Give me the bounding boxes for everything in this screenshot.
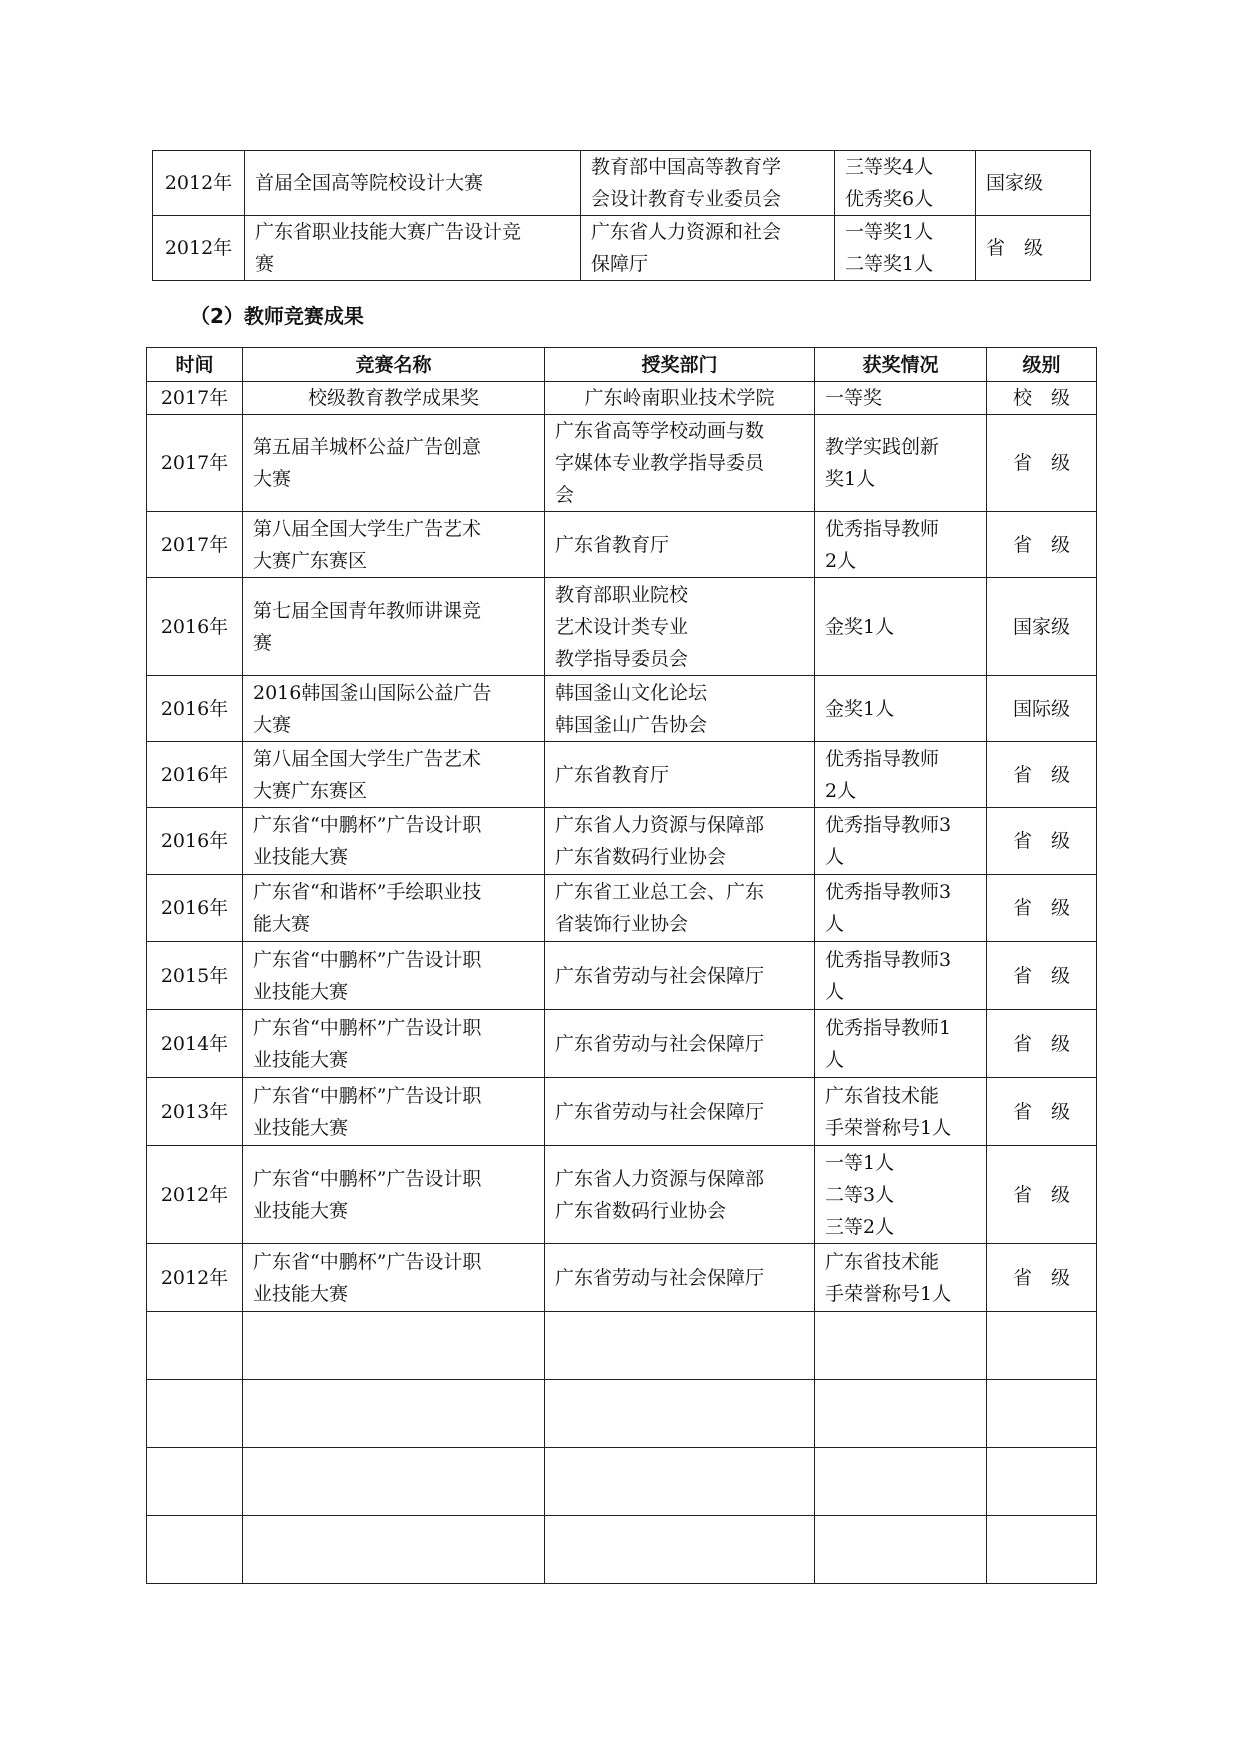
department-cell: 广东省人力资源与保障部 广东省数码行业协会 [545, 808, 815, 875]
award-cell: 一等奖 [815, 382, 987, 415]
level-cell: 省 级 [987, 742, 1097, 808]
level-cell: 省 级 [987, 415, 1097, 512]
header-time: 时间 [147, 348, 243, 382]
award-cell: 优秀指导教师 2人 [815, 742, 987, 808]
table-row [147, 875, 1097, 942]
department-cell: 广东省劳动与社会保障厅 [545, 942, 815, 1010]
empty-cell [147, 1516, 243, 1584]
year-cell: 2013年 [147, 1078, 243, 1146]
competition-cell: 第八届全国大学生广告艺术 大赛广东赛区 [243, 742, 545, 808]
department-cell: 广东岭南职业技术学院 [545, 382, 815, 415]
teacher-competition-table [146, 347, 1097, 1584]
department-cell: 广东省高等学校动画与数 字媒体专业教学指导委员 会 [545, 415, 815, 512]
level-cell: 省 级 [987, 808, 1097, 875]
award-cell: 广东省技术能 手荣誉称号1人 [815, 1078, 987, 1146]
empty-cell [987, 1516, 1097, 1584]
table-row [147, 1244, 1097, 1312]
award-cell: 三等奖4人 优秀奖6人 [835, 151, 976, 216]
competition-cell: 广东省“中鹏杯”广告设计职 业技能大赛 [243, 1146, 545, 1244]
empty-cell [815, 1448, 987, 1516]
year-cell: 2016年 [147, 578, 243, 676]
competition-cell: 广东省“中鹏杯”广告设计职 业技能大赛 [243, 942, 545, 1010]
competition-cell: 首届全国高等院校设计大赛 [245, 151, 581, 216]
competition-cell: 第七届全国青年教师讲课竞 赛 [243, 578, 545, 676]
department-cell: 广东省教育厅 [545, 742, 815, 808]
award-cell: 优秀指导教师1 人 [815, 1010, 987, 1078]
table-row [147, 742, 1097, 808]
table-row [147, 578, 1097, 676]
table-row [147, 382, 1097, 415]
year-cell: 2014年 [147, 1010, 243, 1078]
department-cell: 广东省教育厅 [545, 512, 815, 578]
competition-cell: 广东省“中鹏杯”广告设计职 业技能大赛 [243, 1244, 545, 1312]
empty-cell [545, 1380, 815, 1448]
table-row [147, 1146, 1097, 1244]
empty-cell [815, 1516, 987, 1584]
empty-row [147, 1448, 1097, 1516]
award-cell: 一等1人 二等3人 三等2人 [815, 1146, 987, 1244]
level-cell: 国家级 [987, 578, 1097, 676]
level-cell: 国际级 [987, 676, 1097, 742]
award-cell: 教学实践创新 奖1人 [815, 415, 987, 512]
empty-cell [987, 1448, 1097, 1516]
empty-cell [243, 1516, 545, 1584]
year-cell: 2012年 [147, 1146, 243, 1244]
level-cell: 省 级 [987, 1146, 1097, 1244]
level-cell: 省 级 [976, 216, 1091, 281]
year-cell: 2017年 [147, 512, 243, 578]
empty-cell [243, 1448, 545, 1516]
level-cell: 省 级 [987, 875, 1097, 942]
award-cell: 广东省技术能 手荣誉称号1人 [815, 1244, 987, 1312]
department-cell: 广东省人力资源和社会 保障厅 [581, 216, 835, 281]
table-row [147, 942, 1097, 1010]
department-cell: 韩国釜山文化论坛 韩国釜山广告协会 [545, 676, 815, 742]
empty-cell [987, 1312, 1097, 1380]
department-cell: 教育部职业院校 艺术设计类专业 教学指导委员会 [545, 578, 815, 676]
department-cell: 广东省人力资源与保障部 广东省数码行业协会 [545, 1146, 815, 1244]
award-cell: 金奖1人 [815, 676, 987, 742]
table-row [153, 151, 1091, 216]
empty-row [147, 1380, 1097, 1448]
department-cell: 广东省劳动与社会保障厅 [545, 1078, 815, 1146]
table-row [147, 1078, 1097, 1146]
competition-cell: 校级教育教学成果奖 [243, 382, 545, 415]
year-cell: 2016年 [147, 808, 243, 875]
department-cell: 广东省劳动与社会保障厅 [545, 1244, 815, 1312]
empty-cell [545, 1312, 815, 1380]
empty-cell [545, 1448, 815, 1516]
award-cell: 优秀指导教师3 人 [815, 875, 987, 942]
header-competition: 竞赛名称 [243, 348, 545, 382]
table-row [153, 216, 1091, 281]
empty-cell [147, 1448, 243, 1516]
award-cell: 优秀指导教师3 人 [815, 942, 987, 1010]
year-cell: 2012年 [153, 151, 245, 216]
header-level: 级别 [987, 348, 1097, 382]
level-cell: 省 级 [987, 942, 1097, 1010]
year-cell: 2017年 [147, 415, 243, 512]
year-cell: 2015年 [147, 942, 243, 1010]
section-heading: （2）教师竞赛成果 [190, 304, 364, 328]
competition-cell: 广东省职业技能大赛广告设计竞 赛 [245, 216, 581, 281]
award-table-continued [152, 150, 1091, 281]
year-cell: 2012年 [147, 1244, 243, 1312]
competition-cell: 广东省“中鹏杯”广告设计职 业技能大赛 [243, 808, 545, 875]
award-cell: 一等奖1人 二等奖1人 [835, 216, 976, 281]
table-row [147, 512, 1097, 578]
empty-cell [147, 1380, 243, 1448]
award-cell: 优秀指导教师3 人 [815, 808, 987, 875]
empty-cell [815, 1380, 987, 1448]
level-cell: 省 级 [987, 512, 1097, 578]
table-row [147, 808, 1097, 875]
table-row [147, 415, 1097, 512]
empty-cell [243, 1380, 545, 1448]
header-department: 授奖部门 [545, 348, 815, 382]
competition-cell: 广东省“中鹏杯”广告设计职 业技能大赛 [243, 1078, 545, 1146]
level-cell: 省 级 [987, 1078, 1097, 1146]
year-cell: 2016年 [147, 676, 243, 742]
level-cell: 省 级 [987, 1010, 1097, 1078]
empty-cell [987, 1380, 1097, 1448]
table-header-row [147, 348, 1097, 382]
year-cell: 2017年 [147, 382, 243, 415]
competition-cell: 2016韩国釜山国际公益广告 大赛 [243, 676, 545, 742]
department-cell: 广东省工业总工会、广东 省装饰行业协会 [545, 875, 815, 942]
department-cell: 广东省劳动与社会保障厅 [545, 1010, 815, 1078]
competition-cell: 广东省“中鹏杯”广告设计职 业技能大赛 [243, 1010, 545, 1078]
department-cell: 教育部中国高等教育学 会设计教育专业委员会 [581, 151, 835, 216]
empty-row [147, 1516, 1097, 1584]
competition-cell: 广东省“和谐杯”手绘职业技 能大赛 [243, 875, 545, 942]
level-cell: 省 级 [987, 1244, 1097, 1312]
competition-cell: 第五届羊城杯公益广告创意 大赛 [243, 415, 545, 512]
level-cell: 国家级 [976, 151, 1091, 216]
table-row [147, 1010, 1097, 1078]
empty-cell [147, 1312, 243, 1380]
level-cell: 校 级 [987, 382, 1097, 415]
empty-cell [243, 1312, 545, 1380]
award-cell: 金奖1人 [815, 578, 987, 676]
competition-cell: 第八届全国大学生广告艺术 大赛广东赛区 [243, 512, 545, 578]
year-cell: 2016年 [147, 742, 243, 808]
empty-cell [815, 1312, 987, 1380]
empty-row [147, 1312, 1097, 1380]
header-award: 获奖情况 [815, 348, 987, 382]
award-cell: 优秀指导教师 2人 [815, 512, 987, 578]
table-row [147, 676, 1097, 742]
empty-cell [545, 1516, 815, 1584]
year-cell: 2012年 [153, 216, 245, 281]
year-cell: 2016年 [147, 875, 243, 942]
